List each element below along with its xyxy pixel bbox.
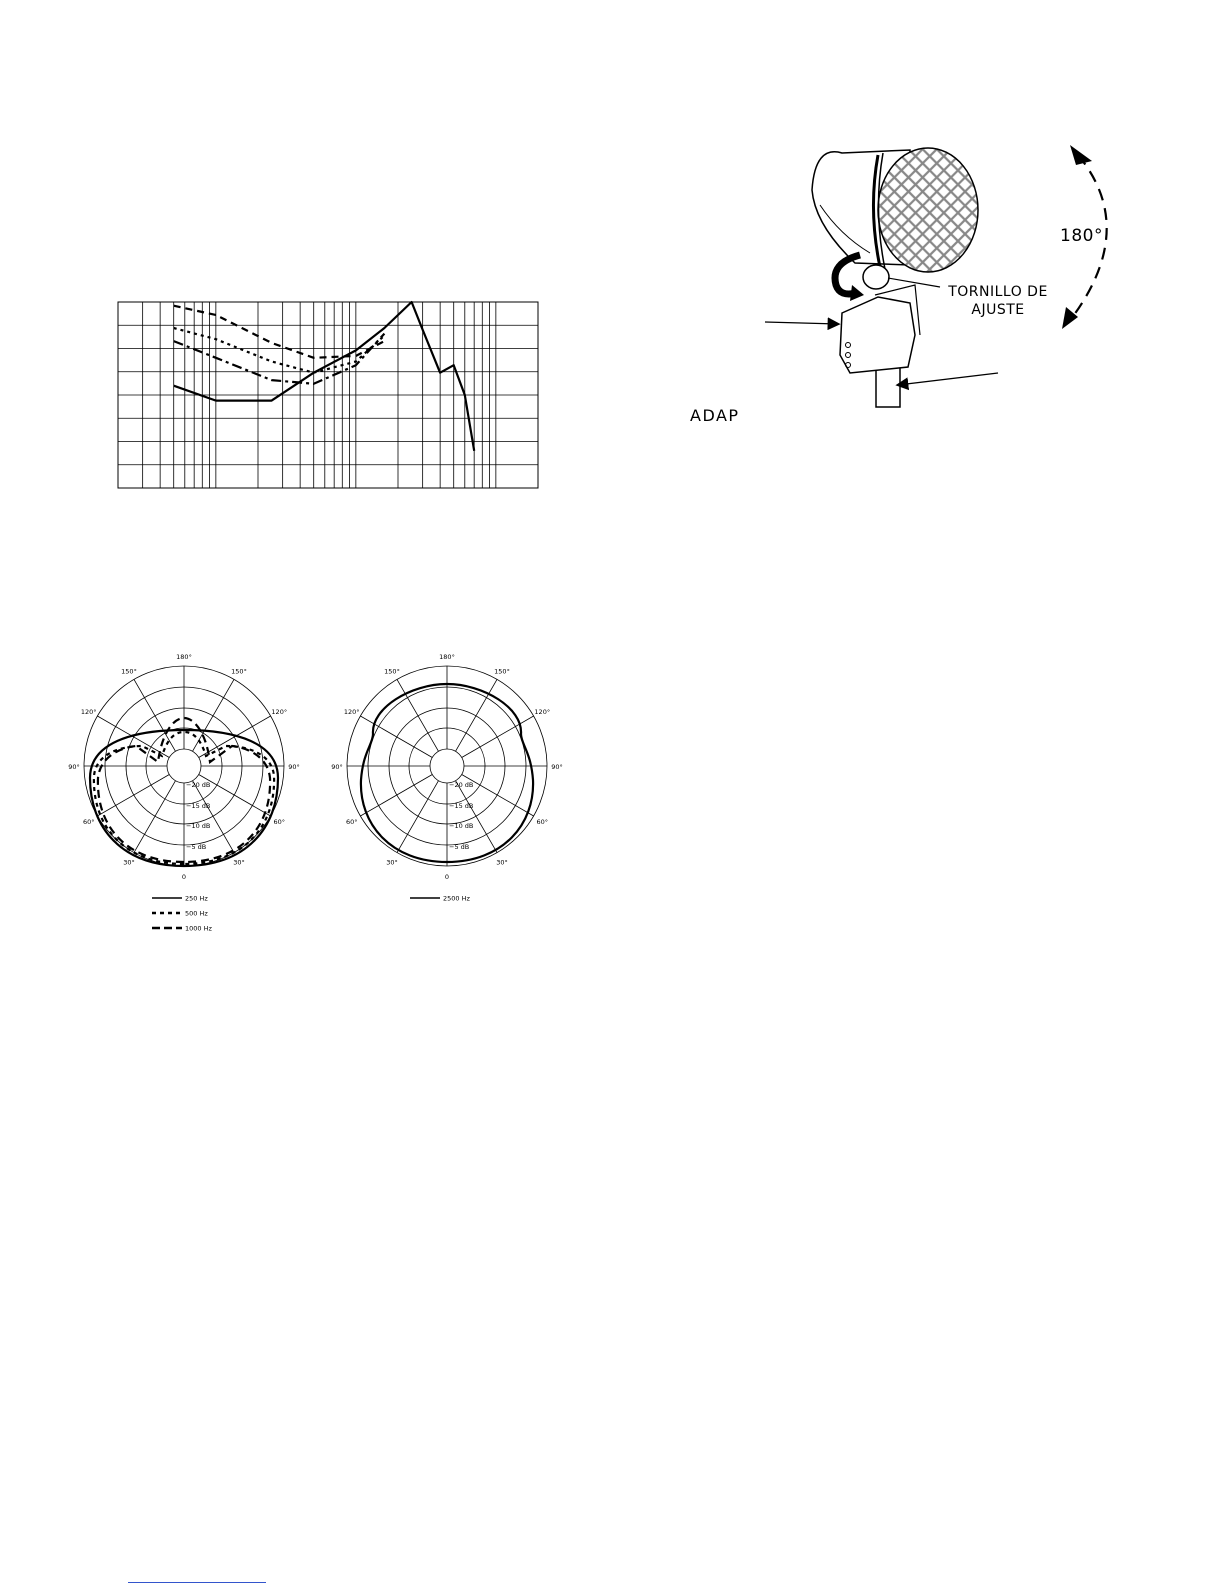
polar-angle-label: 90° [551, 763, 563, 771]
polar-ring [167, 749, 201, 783]
response-curve-series-2 [174, 334, 385, 384]
bracket-pointer-arrow-icon [765, 322, 838, 324]
polar-pattern-chart-high [325, 648, 583, 903]
polar-angle-label: 150° [494, 667, 510, 676]
legend-label: 2500 Hz [443, 894, 470, 903]
polar-ring-label: −20 dB [449, 781, 474, 789]
polar-angle-label: 120° [343, 708, 360, 716]
polar-angle-label: 60° [273, 818, 286, 826]
footer-link-underline [128, 1582, 266, 1583]
polar-angle-label: 60° [536, 818, 549, 826]
polar-ring-label: −20 dB [186, 781, 211, 789]
polar-ring-label: −15 dB [449, 802, 474, 810]
polar-ring-label: −5 dB [449, 843, 470, 851]
polar-ring-label: −15 dB [186, 802, 211, 810]
polar-angle-label: 30° [233, 858, 245, 867]
adjustment-screw-label-line1: TORNILLO DE [948, 284, 1048, 300]
polar-angle-label: 60° [345, 818, 358, 826]
polar-angle-label: 90° [68, 763, 80, 771]
stand-tube [876, 367, 900, 407]
polar-ring-label: −10 dB [449, 822, 474, 830]
microphone-mount-illustration [760, 135, 1140, 420]
microphone-grille [878, 148, 978, 272]
legend-label: 1000 Hz [185, 924, 212, 933]
polar-angle-label: 180° [176, 653, 192, 661]
polar-angle-label: 150° [231, 667, 247, 676]
polar-angle-label: 30° [386, 858, 398, 867]
polar-angle-label: 0 [181, 873, 187, 881]
mount-bracket [840, 297, 915, 373]
polar-ring [430, 749, 464, 783]
polar-angle-label: 90° [288, 763, 300, 771]
adapter-label: ADAP [690, 406, 740, 425]
polar-angle-label: 90° [331, 763, 343, 771]
rotation-angle-label: 180° [1060, 226, 1103, 246]
polar-angle-label: 60° [82, 818, 95, 826]
polar-angle-label: 30° [123, 858, 135, 867]
frequency-response-chart [110, 298, 550, 498]
polar-angle-label: 150° [121, 667, 137, 676]
polar-angle-label: 120° [80, 708, 97, 716]
response-curve-series-1 [174, 302, 475, 451]
polar-angle-label: 0 [444, 873, 450, 881]
tube-pointer-arrow-icon [898, 373, 998, 385]
adjustment-screw-label-line2: AJUSTE [971, 302, 1025, 318]
response-curve-series-4 [174, 306, 385, 358]
polar-angle-label: 150° [384, 667, 400, 676]
adjustment-screw-label [938, 283, 1058, 319]
polar-ring-label: −10 dB [186, 822, 211, 830]
polar-ring-label: −5 dB [186, 843, 207, 851]
legend-label: 250 Hz [185, 894, 208, 903]
legend-label: 500 Hz [185, 909, 208, 918]
polar-angle-label: 120° [271, 708, 288, 716]
polar-pattern-chart-low [62, 648, 320, 933]
polar-angle-label: 120° [534, 708, 551, 716]
adjustment-screw [863, 265, 889, 289]
polar-angle-label: 30° [496, 858, 508, 867]
polar-angle-label: 180° [439, 653, 455, 661]
